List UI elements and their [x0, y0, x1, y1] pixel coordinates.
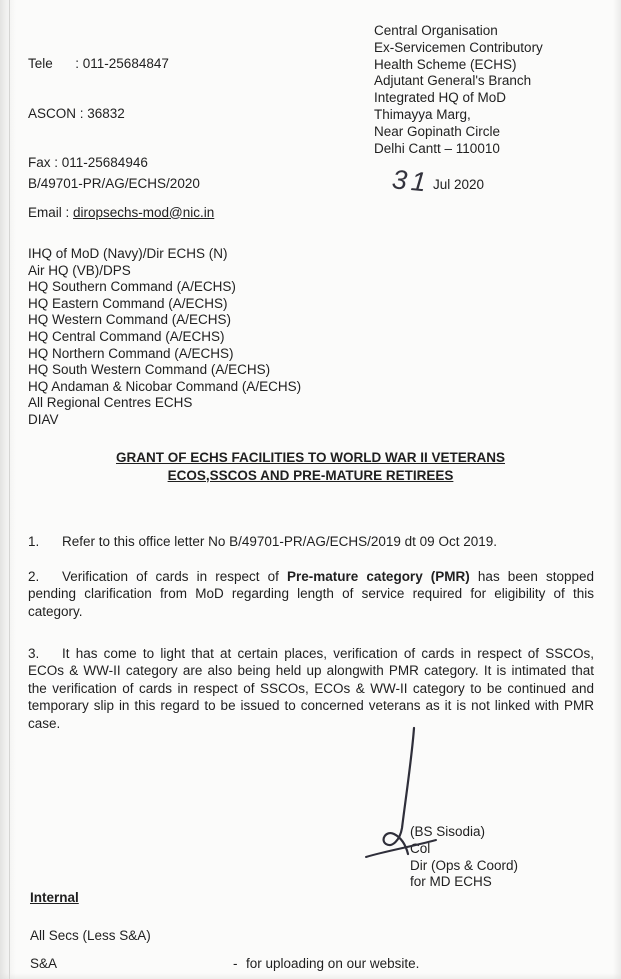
- org-address-line: Health Scheme (ECHS): [374, 56, 517, 72]
- signatory-rank: Col: [410, 840, 431, 856]
- org-address-line: Integrated HQ of MoD: [374, 90, 507, 106]
- org-address-line: Delhi Cantt – 110010: [374, 140, 500, 156]
- tele-line: Tele : 011-25684847: [28, 56, 169, 71]
- subject-heading: [0, 449, 621, 484]
- paragraph-2-bold: Pre-mature category (PMR): [287, 569, 470, 584]
- signatory-name: (BS Sisodia): [410, 824, 486, 839]
- recipient-line: HQ Western Command (A/ECHS): [28, 312, 232, 328]
- footer-dash: -: [233, 956, 238, 971]
- signature-block: [410, 824, 518, 891]
- paragraph-1-number: 1.: [28, 534, 40, 549]
- email-line: [28, 205, 214, 222]
- footer-all-secs: All Secs (Less S&A): [30, 928, 151, 943]
- email-address: diropsechs-mod@nic.in: [73, 204, 215, 220]
- paragraph-3-text: It has come to light that at certain places, verification of cards in respect of SSCOs, ECOs & WW-II category are also being held up alongwith PMR category. It is intimated that the verification of cards in respect of SSCOs, ECOs & WW-II category to be continued and temporary slip in this regard to be issued to concerned veterans as it is not linked with PMR case.: [28, 646, 594, 731]
- paragraph-1: [28, 533, 594, 550]
- paragraph-3-number: 3.: [28, 646, 40, 661]
- recipient-line: Air HQ (VB)/DPS: [28, 262, 131, 278]
- email-label: Email :: [28, 204, 74, 220]
- recipient-line: HQ Southern Command (A/ECHS): [28, 279, 236, 295]
- recipient-line: HQ Andaman & Nicobar Command (A/ECHS): [28, 378, 302, 394]
- org-address-line: Adjutant General's Branch: [374, 73, 532, 89]
- paragraph-2: [28, 568, 594, 620]
- recipient-line: HQ Northern Command (A/ECHS): [28, 345, 234, 361]
- paragraph-2-text-after: has been stopped pending clarification from MoD regarding length of service required for eligibility of this category.: [28, 569, 594, 619]
- recipient-line: HQ Eastern Command (A/ECHS): [28, 295, 228, 311]
- handwritten-date-day: 31: [390, 164, 432, 198]
- signatory-designation: Dir (Ops & Coord): [410, 857, 519, 873]
- signatory-for-line: for MD ECHS: [410, 874, 492, 890]
- footer-sa-label: S&A: [30, 956, 58, 971]
- subject-line-1: GRANT OF ECHS FACILITIES TO WORLD WAR II VETERANS: [115, 450, 505, 465]
- ascon-line: ASCON : 36832: [28, 105, 125, 121]
- recipient-line: All Regional Centres ECHS: [28, 395, 193, 411]
- fax-line: Fax : 011-25684946: [28, 155, 148, 170]
- org-address-line: Near Gopinath Circle: [374, 123, 501, 139]
- scan-edge-right: [613, 0, 621, 979]
- subject-line-2: ECOS,SSCOS AND PRE-MATURE RETIREES: [167, 467, 454, 483]
- internal-heading: Internal: [30, 890, 79, 905]
- recipient-list: [28, 246, 301, 429]
- scan-edge-bottom: [0, 973, 621, 979]
- recipient-line: HQ South Western Command (A/ECHS): [28, 362, 271, 378]
- footer-upload-note: for uploading on our website.: [246, 956, 420, 971]
- recipient-line: DIAV: [28, 411, 59, 427]
- recipient-line: HQ Central Command (A/ECHS): [28, 328, 225, 344]
- org-address-line: Thimayya Marg,: [374, 106, 471, 122]
- org-address-line: Central Organisation: [374, 23, 498, 38]
- paragraph-3: [28, 645, 594, 732]
- org-address-block: [374, 23, 543, 157]
- org-address-line: Ex-Servicemen Contributory: [374, 39, 543, 55]
- date-month-year: Jul 2020: [433, 177, 485, 192]
- paragraph-2-number: 2.: [28, 569, 40, 584]
- reference-number: B/49701-PR/AG/ECHS/2020: [28, 176, 200, 191]
- contact-block: [28, 23, 214, 254]
- scan-crease-line: [9, 0, 10, 979]
- scan-edge-left: [0, 0, 16, 979]
- paragraph-1-text: Refer to this office letter No B/49701-PR/AG/ECHS/2019 dt 09 Oct 2019.: [62, 534, 497, 549]
- recipient-line: IHQ of MoD (Navy)/Dir ECHS (N): [28, 246, 228, 261]
- paragraph-2-text-before: Verification of cards in respect of: [62, 569, 288, 584]
